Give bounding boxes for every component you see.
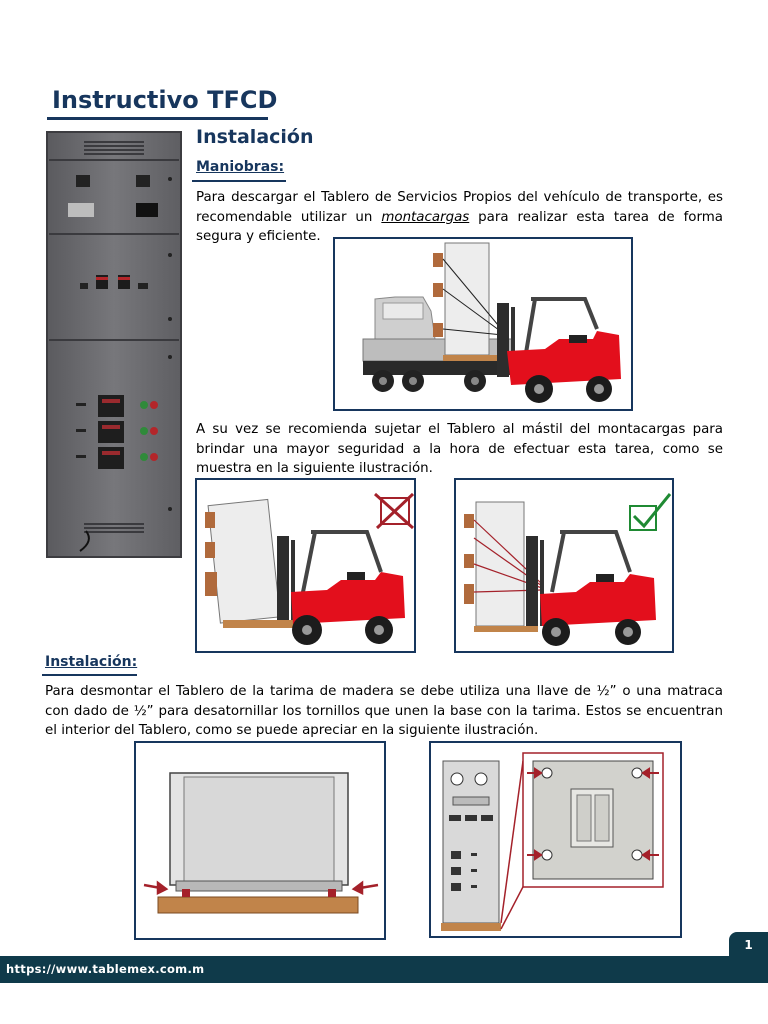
forklift-icon (277, 532, 405, 645)
cross-mark-icon (375, 494, 413, 528)
instalacion-underline (42, 674, 137, 676)
subheading-maniobras: Maniobras: (196, 159, 285, 175)
forklift-unsecured-illustration (195, 478, 416, 653)
paragraph-secure-mast: A su vez se recomienda sujetar el Tablero al mástil del montacargas para brindar una mayor seguridad a la hora de efectuar esta tarea, como se muestra en la siguiente ilustración. (196, 422, 723, 476)
p1-text-after: para realizar esta tarea de forma segura y eficiente. (196, 209, 723, 244)
forklift-secured-illustration (454, 478, 674, 653)
montacargas-link[interactable]: montacargas (381, 209, 470, 225)
p1-text-before: Para descargar el Tablero de Servicios Propios del vehículo de transporte, es recomendable utilizar un (196, 190, 723, 225)
switchgear-panel-photo (46, 131, 182, 558)
maniobras-underline (192, 180, 286, 182)
cabinet-base-illustration (134, 741, 386, 940)
section-heading: Instalación (196, 126, 314, 148)
forklift-unloading-illustration (333, 237, 633, 411)
arrow-left-icon (144, 883, 166, 893)
cabinet-base-detail-illustration (429, 741, 682, 938)
title-underline (47, 117, 268, 120)
forklift-icon (497, 299, 621, 403)
document-title: Instructivo TFCD (52, 86, 278, 114)
truck-icon (363, 297, 513, 392)
forklift-icon (526, 532, 656, 646)
page-number: 1 (744, 938, 753, 952)
arrow-right-icon (354, 883, 378, 893)
tilted-cabinet (208, 499, 280, 623)
paragraph-dismount: Para desmontar el Tablero de la tarima de madera se debe utiliza una llave de ½” o una matraca con dado de ½” para desatornillar los tornillos que unen la base con la tarima. Estos se encuentran el interior del Tablero, como se puede apreciar en la siguiente ilustración. (45, 684, 723, 738)
footer-url-link[interactable]: https://www.tablemex.com.m (6, 962, 205, 976)
check-mark-icon (630, 494, 670, 530)
subheading-instalacion: Instalación: (45, 654, 138, 670)
